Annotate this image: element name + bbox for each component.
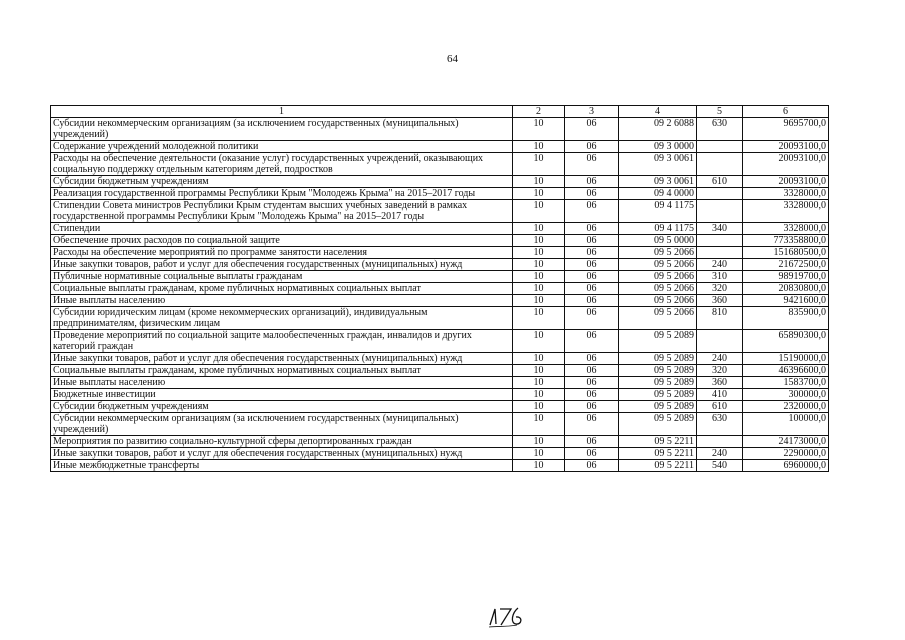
row-expense-type-cell: [697, 330, 743, 353]
col-header-2: 2: [513, 106, 565, 118]
row-amount-cell: 2320000,0: [743, 401, 829, 413]
table-row: [51, 153, 829, 176]
row-name-cell: Социальные выплаты гражданам, кроме публичных нормативных социальных выплат: [51, 283, 513, 295]
row-subsection-cell: 06: [565, 200, 619, 223]
row-expense-type-cell: [697, 235, 743, 247]
row-section-cell: 10: [513, 365, 565, 377]
row-target-article-cell: 09 5 2066: [619, 271, 697, 283]
row-subsection-cell: 06: [565, 295, 619, 307]
table-row: [51, 176, 829, 188]
row-name-cell: Мероприятия по развитию социально-культурной сферы депортированных граждан: [51, 436, 513, 448]
table-header-row: [51, 106, 829, 118]
row-subsection-cell: 06: [565, 176, 619, 188]
row-section-cell: 10: [513, 271, 565, 283]
row-expense-type-cell: 810: [697, 307, 743, 330]
row-name-cell: Бюджетные инвестиции: [51, 389, 513, 401]
row-section-cell: 10: [513, 436, 565, 448]
table-row: [51, 259, 829, 271]
row-amount-cell: 20093100,0: [743, 141, 829, 153]
row-subsection-cell: 06: [565, 401, 619, 413]
row-target-article-cell: 09 5 2211: [619, 460, 697, 472]
row-expense-type-cell: 310: [697, 271, 743, 283]
row-expense-type-cell: 610: [697, 176, 743, 188]
row-expense-type-cell: 320: [697, 365, 743, 377]
row-expense-type-cell: [697, 200, 743, 223]
row-subsection-cell: 06: [565, 377, 619, 389]
row-section-cell: 10: [513, 141, 565, 153]
row-subsection-cell: 06: [565, 413, 619, 436]
row-subsection-cell: 06: [565, 448, 619, 460]
row-section-cell: 10: [513, 283, 565, 295]
row-name-cell: Иные выплаты населению: [51, 377, 513, 389]
row-target-article-cell: 09 5 2211: [619, 436, 697, 448]
handwritten-page-mark: [487, 603, 535, 629]
row-subsection-cell: 06: [565, 436, 619, 448]
row-name-cell: Субсидии некоммерческим организациям (за исключением государственных (муниципальных) учреждений): [51, 413, 513, 436]
row-name-cell: Субсидии бюджетным учреждениям: [51, 176, 513, 188]
row-target-article-cell: 09 5 2066: [619, 295, 697, 307]
row-section-cell: 10: [513, 448, 565, 460]
table-row: [51, 247, 829, 259]
row-expense-type-cell: 630: [697, 118, 743, 141]
table-row: [51, 436, 829, 448]
table-row: [51, 413, 829, 436]
row-name-cell: Иные межбюджетные трансферты: [51, 460, 513, 472]
row-section-cell: 10: [513, 223, 565, 235]
row-amount-cell: 3328000,0: [743, 200, 829, 223]
row-expense-type-cell: 240: [697, 448, 743, 460]
row-amount-cell: 3328000,0: [743, 188, 829, 200]
table-row: [51, 330, 829, 353]
table-body: [51, 118, 829, 472]
row-amount-cell: 773358800,0: [743, 235, 829, 247]
table-row: [51, 118, 829, 141]
table-row: [51, 389, 829, 401]
table-row: [51, 448, 829, 460]
row-subsection-cell: 06: [565, 353, 619, 365]
row-subsection-cell: 06: [565, 259, 619, 271]
col-header-6: 6: [743, 106, 829, 118]
row-target-article-cell: 09 5 2089: [619, 389, 697, 401]
row-name-cell: Реализация государственной программы Республики Крым "Молодежь Крыма" на 2015–2017 годы: [51, 188, 513, 200]
table-row: [51, 283, 829, 295]
row-expense-type-cell: [697, 436, 743, 448]
row-target-article-cell: 09 5 2066: [619, 247, 697, 259]
page-number: 64: [447, 53, 458, 65]
row-amount-cell: 300000,0: [743, 389, 829, 401]
row-expense-type-cell: 360: [697, 295, 743, 307]
row-expense-type-cell: 410: [697, 389, 743, 401]
row-section-cell: 10: [513, 200, 565, 223]
row-section-cell: 10: [513, 401, 565, 413]
row-amount-cell: 3328000,0: [743, 223, 829, 235]
row-section-cell: 10: [513, 330, 565, 353]
row-name-cell: Обеспечение прочих расходов по социальной защите: [51, 235, 513, 247]
row-amount-cell: 24173000,0: [743, 436, 829, 448]
row-name-cell: Иные закупки товаров, работ и услуг для обеспечения государственных (муниципальных) нужд: [51, 259, 513, 271]
table-row: [51, 271, 829, 283]
row-subsection-cell: 06: [565, 235, 619, 247]
row-section-cell: 10: [513, 176, 565, 188]
row-amount-cell: 98919700,0: [743, 271, 829, 283]
row-expense-type-cell: [697, 247, 743, 259]
row-expense-type-cell: 340: [697, 223, 743, 235]
row-subsection-cell: 06: [565, 118, 619, 141]
row-target-article-cell: 09 3 0000: [619, 141, 697, 153]
row-name-cell: Расходы на обеспечение мероприятий по программе занятости населения: [51, 247, 513, 259]
table-row: [51, 141, 829, 153]
row-subsection-cell: 06: [565, 153, 619, 176]
row-target-article-cell: 09 4 0000: [619, 188, 697, 200]
row-target-article-cell: 09 5 2089: [619, 353, 697, 365]
row-section-cell: 10: [513, 153, 565, 176]
row-expense-type-cell: 320: [697, 283, 743, 295]
row-amount-cell: 2290000,0: [743, 448, 829, 460]
row-name-cell: Субсидии бюджетным учреждениям: [51, 401, 513, 413]
row-name-cell: Социальные выплаты гражданам, кроме публичных нормативных социальных выплат: [51, 365, 513, 377]
table-row: [51, 401, 829, 413]
row-amount-cell: 9695700,0: [743, 118, 829, 141]
row-section-cell: 10: [513, 247, 565, 259]
row-subsection-cell: 06: [565, 460, 619, 472]
row-amount-cell: 15190000,0: [743, 353, 829, 365]
row-subsection-cell: 06: [565, 283, 619, 295]
row-expense-type-cell: 610: [697, 401, 743, 413]
row-subsection-cell: 06: [565, 188, 619, 200]
row-target-article-cell: 09 5 2066: [619, 259, 697, 271]
row-subsection-cell: 06: [565, 141, 619, 153]
row-name-cell: Субсидии некоммерческим организациям (за исключением государственных (муниципальных) учреждений): [51, 118, 513, 141]
row-section-cell: 10: [513, 460, 565, 472]
row-name-cell: Субсидии юридическим лицам (кроме некоммерческих организаций), индивидуальным предпринимателям, физическим лицам: [51, 307, 513, 330]
row-target-article-cell: 09 2 6088: [619, 118, 697, 141]
row-amount-cell: 835900,0: [743, 307, 829, 330]
row-target-article-cell: 09 5 2089: [619, 365, 697, 377]
row-expense-type-cell: [697, 188, 743, 200]
row-name-cell: Публичные нормативные социальные выплаты гражданам: [51, 271, 513, 283]
row-section-cell: 10: [513, 235, 565, 247]
table-row: [51, 200, 829, 223]
row-amount-cell: 46396600,0: [743, 365, 829, 377]
row-target-article-cell: 09 4 1175: [619, 200, 697, 223]
row-target-article-cell: 09 3 0061: [619, 176, 697, 188]
table-row: [51, 223, 829, 235]
table-row: [51, 377, 829, 389]
budget-table: [50, 105, 829, 472]
row-name-cell: Стипендии Совета министров Республики Крым студентам высших учебных заведений в рамках государственной программы Республики Крым "Молодежь Крыма" на 2015–2017 годы: [51, 200, 513, 223]
table-row: [51, 353, 829, 365]
row-name-cell: Стипендии: [51, 223, 513, 235]
row-name-cell: Иные выплаты населению: [51, 295, 513, 307]
row-amount-cell: 21672500,0: [743, 259, 829, 271]
row-target-article-cell: 09 5 2089: [619, 401, 697, 413]
row-section-cell: 10: [513, 413, 565, 436]
row-section-cell: 10: [513, 118, 565, 141]
row-amount-cell: 9421600,0: [743, 295, 829, 307]
row-subsection-cell: 06: [565, 365, 619, 377]
row-subsection-cell: 06: [565, 389, 619, 401]
row-amount-cell: 1583700,0: [743, 377, 829, 389]
row-name-cell: Содержание учреждений молодежной политики: [51, 141, 513, 153]
row-amount-cell: 6960000,0: [743, 460, 829, 472]
row-subsection-cell: 06: [565, 330, 619, 353]
row-amount-cell: 20093100,0: [743, 153, 829, 176]
row-name-cell: Проведение мероприятий по социальной защите малообеспеченных граждан, инвалидов и других категорий граждан: [51, 330, 513, 353]
row-subsection-cell: 06: [565, 271, 619, 283]
row-expense-type-cell: 360: [697, 377, 743, 389]
row-section-cell: 10: [513, 377, 565, 389]
row-expense-type-cell: [697, 153, 743, 176]
table-row: [51, 235, 829, 247]
row-target-article-cell: 09 5 0000: [619, 235, 697, 247]
row-target-article-cell: 09 5 2089: [619, 377, 697, 389]
row-expense-type-cell: 240: [697, 259, 743, 271]
row-section-cell: 10: [513, 389, 565, 401]
row-target-article-cell: 09 5 2211: [619, 448, 697, 460]
row-amount-cell: 20830800,0: [743, 283, 829, 295]
row-amount-cell: 151680500,0: [743, 247, 829, 259]
row-target-article-cell: 09 5 2066: [619, 283, 697, 295]
row-target-article-cell: 09 5 2089: [619, 413, 697, 436]
table-row: [51, 460, 829, 472]
row-section-cell: 10: [513, 188, 565, 200]
row-amount-cell: 65890300,0: [743, 330, 829, 353]
row-section-cell: 10: [513, 295, 565, 307]
row-name-cell: Иные закупки товаров, работ и услуг для обеспечения государственных (муниципальных) нужд: [51, 448, 513, 460]
row-target-article-cell: 09 3 0061: [619, 153, 697, 176]
row-subsection-cell: 06: [565, 247, 619, 259]
table-row: [51, 188, 829, 200]
row-amount-cell: 100000,0: [743, 413, 829, 436]
row-subsection-cell: 06: [565, 223, 619, 235]
row-target-article-cell: 09 5 2066: [619, 307, 697, 330]
row-expense-type-cell: 240: [697, 353, 743, 365]
table-row: [51, 295, 829, 307]
row-amount-cell: 20093100,0: [743, 176, 829, 188]
row-section-cell: 10: [513, 353, 565, 365]
row-name-cell: Расходы на обеспечение деятельности (оказание услуг) государственных учреждений, оказывающих социальную поддержку отдельным категориям детей, подростков: [51, 153, 513, 176]
row-section-cell: 10: [513, 259, 565, 271]
table-row: [51, 307, 829, 330]
table-row: [51, 365, 829, 377]
row-subsection-cell: 06: [565, 307, 619, 330]
row-expense-type-cell: [697, 141, 743, 153]
row-expense-type-cell: 630: [697, 413, 743, 436]
row-name-cell: Иные закупки товаров, работ и услуг для обеспечения государственных (муниципальных) нужд: [51, 353, 513, 365]
col-header-3: 3: [565, 106, 619, 118]
row-section-cell: 10: [513, 307, 565, 330]
row-target-article-cell: 09 4 1175: [619, 223, 697, 235]
col-header-1: 1: [51, 106, 513, 118]
row-target-article-cell: 09 5 2089: [619, 330, 697, 353]
row-expense-type-cell: 540: [697, 460, 743, 472]
col-header-5: 5: [697, 106, 743, 118]
col-header-4: 4: [619, 106, 697, 118]
